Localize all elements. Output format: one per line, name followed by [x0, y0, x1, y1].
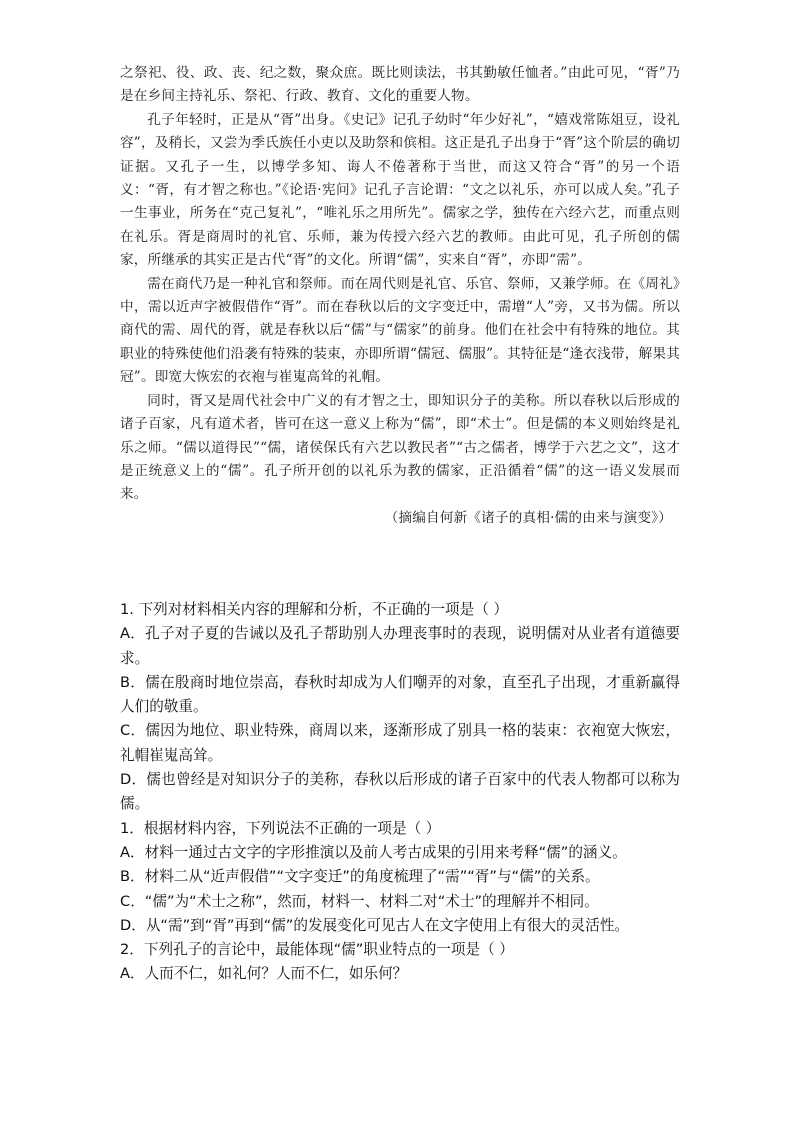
- passage-source: （摘编自何新《诸子的真相·儒的由来与演变》）: [384, 509, 672, 526]
- question-option-b: B．儒在殷商时地位崇高，春秋时却成为人们嘲弄的对象，直至孔子出现，才重新赢得人们的敬重。: [120, 673, 680, 716]
- question-option-c: C．儒因为地位、职业特殊，商周以来，逐渐形成了别具一格的装束：衣袍宽大恢宏，礼帽崔嵬高耸。: [120, 722, 680, 764]
- question-stem: 1. 下列对材料相关内容的理解和分析，不正确的一项是（ ）: [120, 601, 509, 618]
- question-option-d: D．从“需”到“胥”再到“儒”的发展变化可见古人在文字使用上有很大的灵活性。: [120, 916, 630, 934]
- question-option-a: A．人而不仁，如礼何？人而不仁，如乐何？: [120, 965, 408, 983]
- question-3: [120, 938, 680, 987]
- reading-passage: [120, 62, 680, 530]
- question-option-c: C．“儒”为“术士之称”，然而，材料一、材料二对“术士”的理解并不相同。: [120, 892, 599, 910]
- passage-paragraph-1: 之祭祀、役、政、丧、纪之数，聚众庶。既比则读法，书其勤敏任恤者。”由此可见，“胥”乃是在乡间主持礼乐、祭祀、行政、教育、文化的重要人物。: [120, 65, 680, 105]
- question-2: [120, 817, 680, 938]
- question-option-d: D．儒也曾经是对知识分子的美称，春秋以后形成的诸子百家中的代表人物都可以称为儒。: [120, 771, 680, 813]
- question-stem: 1．根据材料内容，下列说法不正确的一项是（ ）: [120, 819, 441, 837]
- question-1: [120, 598, 680, 817]
- question-option-b: B．材料二从“近声假借”“文字变迁”的角度梳理了“需”“胥”与“儒”的关系。: [120, 868, 600, 886]
- passage-paragraph-4: 同时，胥又是周代社会中广义的有才智之士，即知识分子的美称。所以春秋以后形成的诸子百家，凡有道术者，皆可在这一意义上称为“儒”，即“术士”。但是儒的本义则始终是礼乐之师。“儒以道得民”“儒，诸侯保氏有六艺以教民者”“古之儒者，博学于六艺之文”，这才是正统意义上的“儒”。孔子所开创的以礼乐为教的儒家，正沿循着“儒”的这一语义发展而来。: [120, 392, 680, 503]
- question-section: [120, 598, 680, 987]
- question-stem: 2．下列孔子的言论中，最能体现“儒”职业特点的一项是（ ）: [120, 941, 514, 959]
- passage-paragraph-2: 孔子年轻时，正是从“胥”出身。《史记》记孔子幼时“年少好礼”，“嬉戏常陈俎豆，设礼容”，及稍长，又尝为季氏族任小吏以及助祭和傧相。这正是孔子出身于“胥”这个阶层的确切证据。又孔子一生，以博学多知、诲人不倦著称于当世，而这又符合“胥”的另一个语义：“胥，有才智之称也。”《论语·宪问》记孔子言论谓：“文之以礼乐，亦可以成人矣。”孔子一生事业，所务在“克己复礼”，“唯礼乐之用所先”。儒家之学，独传在六经六艺，而重点则在礼乐。胥是商周时的礼官、乐师，兼为传授六经六艺的教师。由此可见，孔子所创的儒家，所继承的其实正是古代“胥”的文化。所谓“儒”，实来自“胥”，亦即“需”。: [120, 111, 680, 269]
- passage-paragraph-3: 需在商代乃是一种礼官和祭师。而在周代则是礼官、乐官、祭师，又兼学师。在《周礼》中，需以近声字被假借作“胥”。而在春秋以后的文字变迁中，需增“人”旁，又书为儒。所以商代的需、周代的胥，就是春秋以后“儒”与“儒家”的前身。他们在社会中有特殊的地位。其职业的特殊使他们沿袭有特殊的装束，亦即所谓“儒冠、儒服”。其特征是“逢衣浅带，解果其冠”。即宽大恢宏的衣袍与崔嵬高耸的礼帽。: [120, 275, 680, 386]
- question-option-a: A．孔子对子夏的告诫以及孔子帮助别人办理丧事时的表现，说明儒对从业者有道德要求。: [120, 625, 680, 667]
- question-option-a: A．材料一通过古文字的字形推演以及前人考古成果的引用来考释“儒”的涵义。: [120, 843, 627, 861]
